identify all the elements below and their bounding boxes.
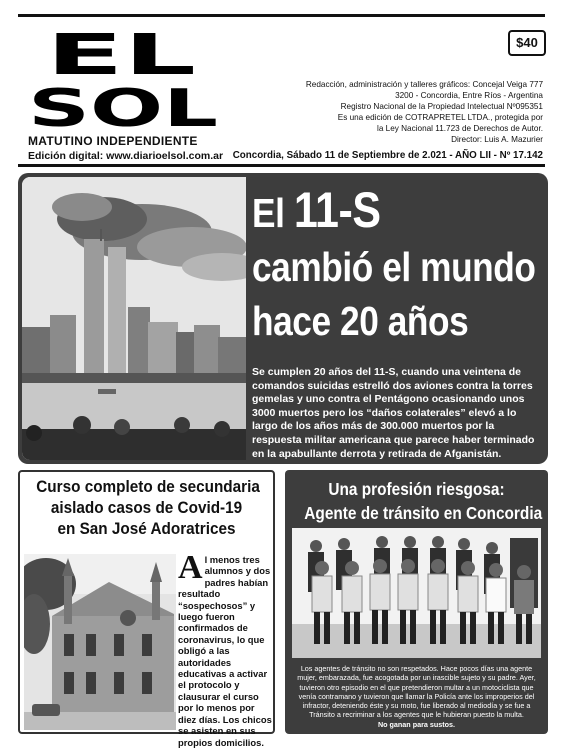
traffic-story — [285, 470, 548, 734]
school-story-text — [178, 549, 272, 748]
twin-towers-photo — [22, 177, 246, 460]
school-headline-line: aislado casos de Covid-19 — [50, 498, 243, 517]
dateline: Concordia, Sábado 11 de Septiembre de 2.021 - AÑO LII - Nº 17.142 — [232, 150, 543, 161]
traffic-caption-body: Los agentes de tránsito no son respetados. Hace pocos días una agente mujer, embarazada, fue acogotada por un irascible sujeto y su padre. Ayer, tuvieron otro episodio en el que pretendieron multar a un motociclista que venía contramano y tuvieron que llamar la Policía ante los improperios del infractor, deteniendo éste y su moto, fue liberado al mediodía y se fue a Tránsito a recriminar a los agentes que le hubieran puesto la multa. — [297, 664, 536, 720]
traffic-caption-end: No ganan para sustos. — [377, 719, 456, 729]
traffic-agents-photo — [292, 528, 541, 658]
school-headline-line: en San José Adoratrices — [57, 519, 236, 538]
traffic-headline-line: Una profesión riesgosa: — [328, 479, 505, 499]
headline-line-1 — [252, 183, 501, 240]
traffic-caption — [292, 664, 541, 729]
masthead-rule — [18, 164, 545, 167]
el-sol-logo — [28, 26, 218, 130]
school-headline-line: Curso completo de secundaria — [36, 477, 260, 496]
school-story-body: l menos tres alumnos y dos padres habían resultado “sospechosos” y luego fueron confirmados de coronavirus, lo que obligó a las autoridades educativas a activar el protocolo y clausurar el curso por lo menos por diez días. Los chicos se asisten en sus propios domicilios. — [178, 554, 272, 748]
traffic-headline-line: Agente de tránsito en Concordia — [304, 503, 543, 523]
headline-word: 11-S — [293, 182, 381, 238]
svg-text:EL: EL — [46, 26, 196, 88]
main-story — [18, 173, 548, 464]
traffic-headline — [289, 477, 544, 525]
imprint-line: Es una edición de COTRAPRETEL LTDA., protegida por — [337, 113, 543, 122]
edition-url: Edición digital: www.diarioelsol.com.ar — [28, 150, 224, 162]
main-headline — [252, 183, 542, 348]
imprint-block — [283, 79, 543, 145]
school-story — [18, 470, 275, 748]
school-headline — [24, 476, 269, 539]
imprint-line: la Ley Nacional 11.723 de Derechos de Autor. — [377, 124, 543, 133]
imprint-line: Redacción, administración y talleres gráficos: Concejal Veiga 777 — [305, 80, 543, 89]
school-building-photo — [24, 554, 176, 730]
imprint-line: Director: Luis A. Mazurier — [451, 135, 543, 144]
headline-line-2: cambió el mundo — [252, 244, 536, 290]
price-badge: $40 — [508, 30, 546, 56]
top-rule — [18, 14, 545, 17]
drop-cap: A — [178, 549, 203, 586]
svg-text:SOL: SOL — [28, 79, 218, 130]
imprint-line: 3200 - Concordia, Entre Ríos - Argentina — [395, 91, 543, 100]
headline-word: El — [252, 190, 285, 236]
headline-line-3: hace 20 años — [252, 298, 469, 344]
imprint-line: Registro Nacional de la Propiedad Intelectual Nº095351 — [340, 102, 543, 111]
tagline: MATUTINO INDEPENDIENTE — [28, 134, 198, 148]
main-story-lead: Se cumplen 20 años del 11-S, cuando una veintena de comandos suicidas estrelló dos aviones contra la torres gemelas y uno contra el Pentágono ocasionando unos 3000 muertos pero los “daños colaterales” elevó a lo largo de los años más de 300.000 muertos por la respuesta militar americana que parece haber terminado en la apabullante derrota y retirada de Afganistán. — [252, 366, 535, 460]
